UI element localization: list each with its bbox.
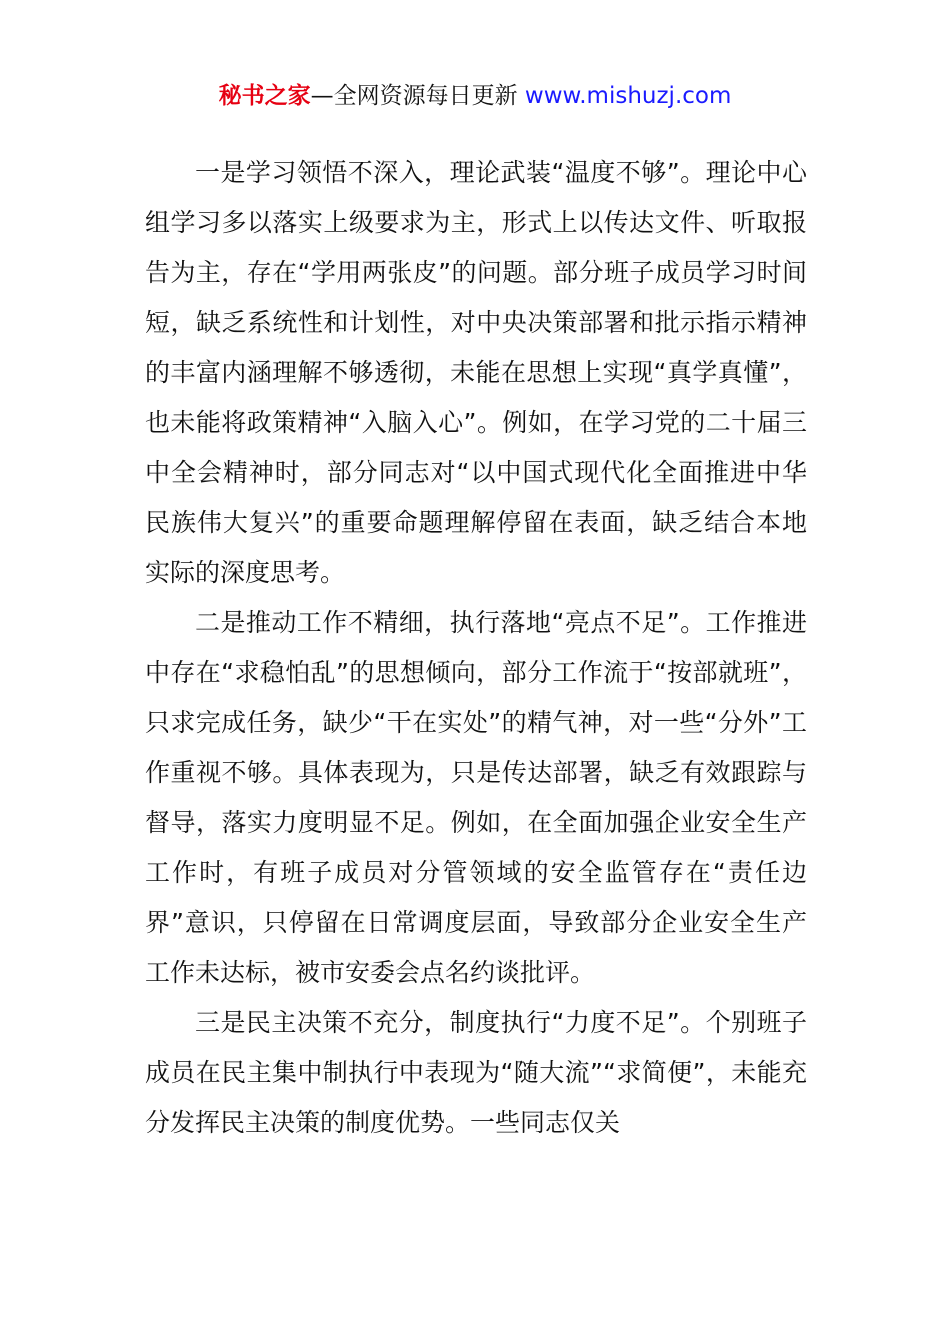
paragraph-3: 三是民主决策不充分，制度执行“力度不足”。个别班子成员在民主集中制执行中表现为“随大流”“求简便”，未能充分发挥民主决策的制度优势。一些同志仅关 xyxy=(145,1008,807,1137)
header-tagline: —全网资源每日更新 xyxy=(310,83,525,109)
paragraph-1: 一是学习领悟不深入，理论武装“温度不够”。理论中心组学习多以落实上级要求为主，形式上以传达文件、听取报告为主，存在“学用两张皮”的问题。部分班子成员学习时间短，缺乏系统性和计划性，对中央决策部署和批示指示精神的丰富内涵理解不够透彻，未能在思想上实现“真学真懂”，也未能将政策精神“入脑入心”。例如，在学习党的二十届三中全会精神时，部分同志对“以中国式现代化全面推进中华民族伟大复兴”的重要命题理解停留在表面，缺乏结合本地实际的深度思考。 xyxy=(145,158,807,587)
document-body xyxy=(145,148,807,1148)
brand-name: 秘书之家 xyxy=(218,83,311,109)
website-link[interactable]: www.mishuzj.com xyxy=(524,83,732,109)
page-header xyxy=(0,80,950,112)
paragraph-2: 二是推动工作不精细，执行落地“亮点不足”。工作推进中存在“求稳怕乱”的思想倾向，部分工作流于“按部就班”，只求完成任务，缺少“干在实处”的精气神，对一些“分外”工作重视不够。具体表现为，只是传达部署，缺乏有效跟踪与督导，落实力度明显不足。例如，在全面加强企业安全生产工作时，有班子成员对分管领域的安全监管存在“责任边界”意识，只停留在日常调度层面，导致部分企业安全生产工作未达标，被市安委会点名约谈批评。 xyxy=(145,608,807,987)
